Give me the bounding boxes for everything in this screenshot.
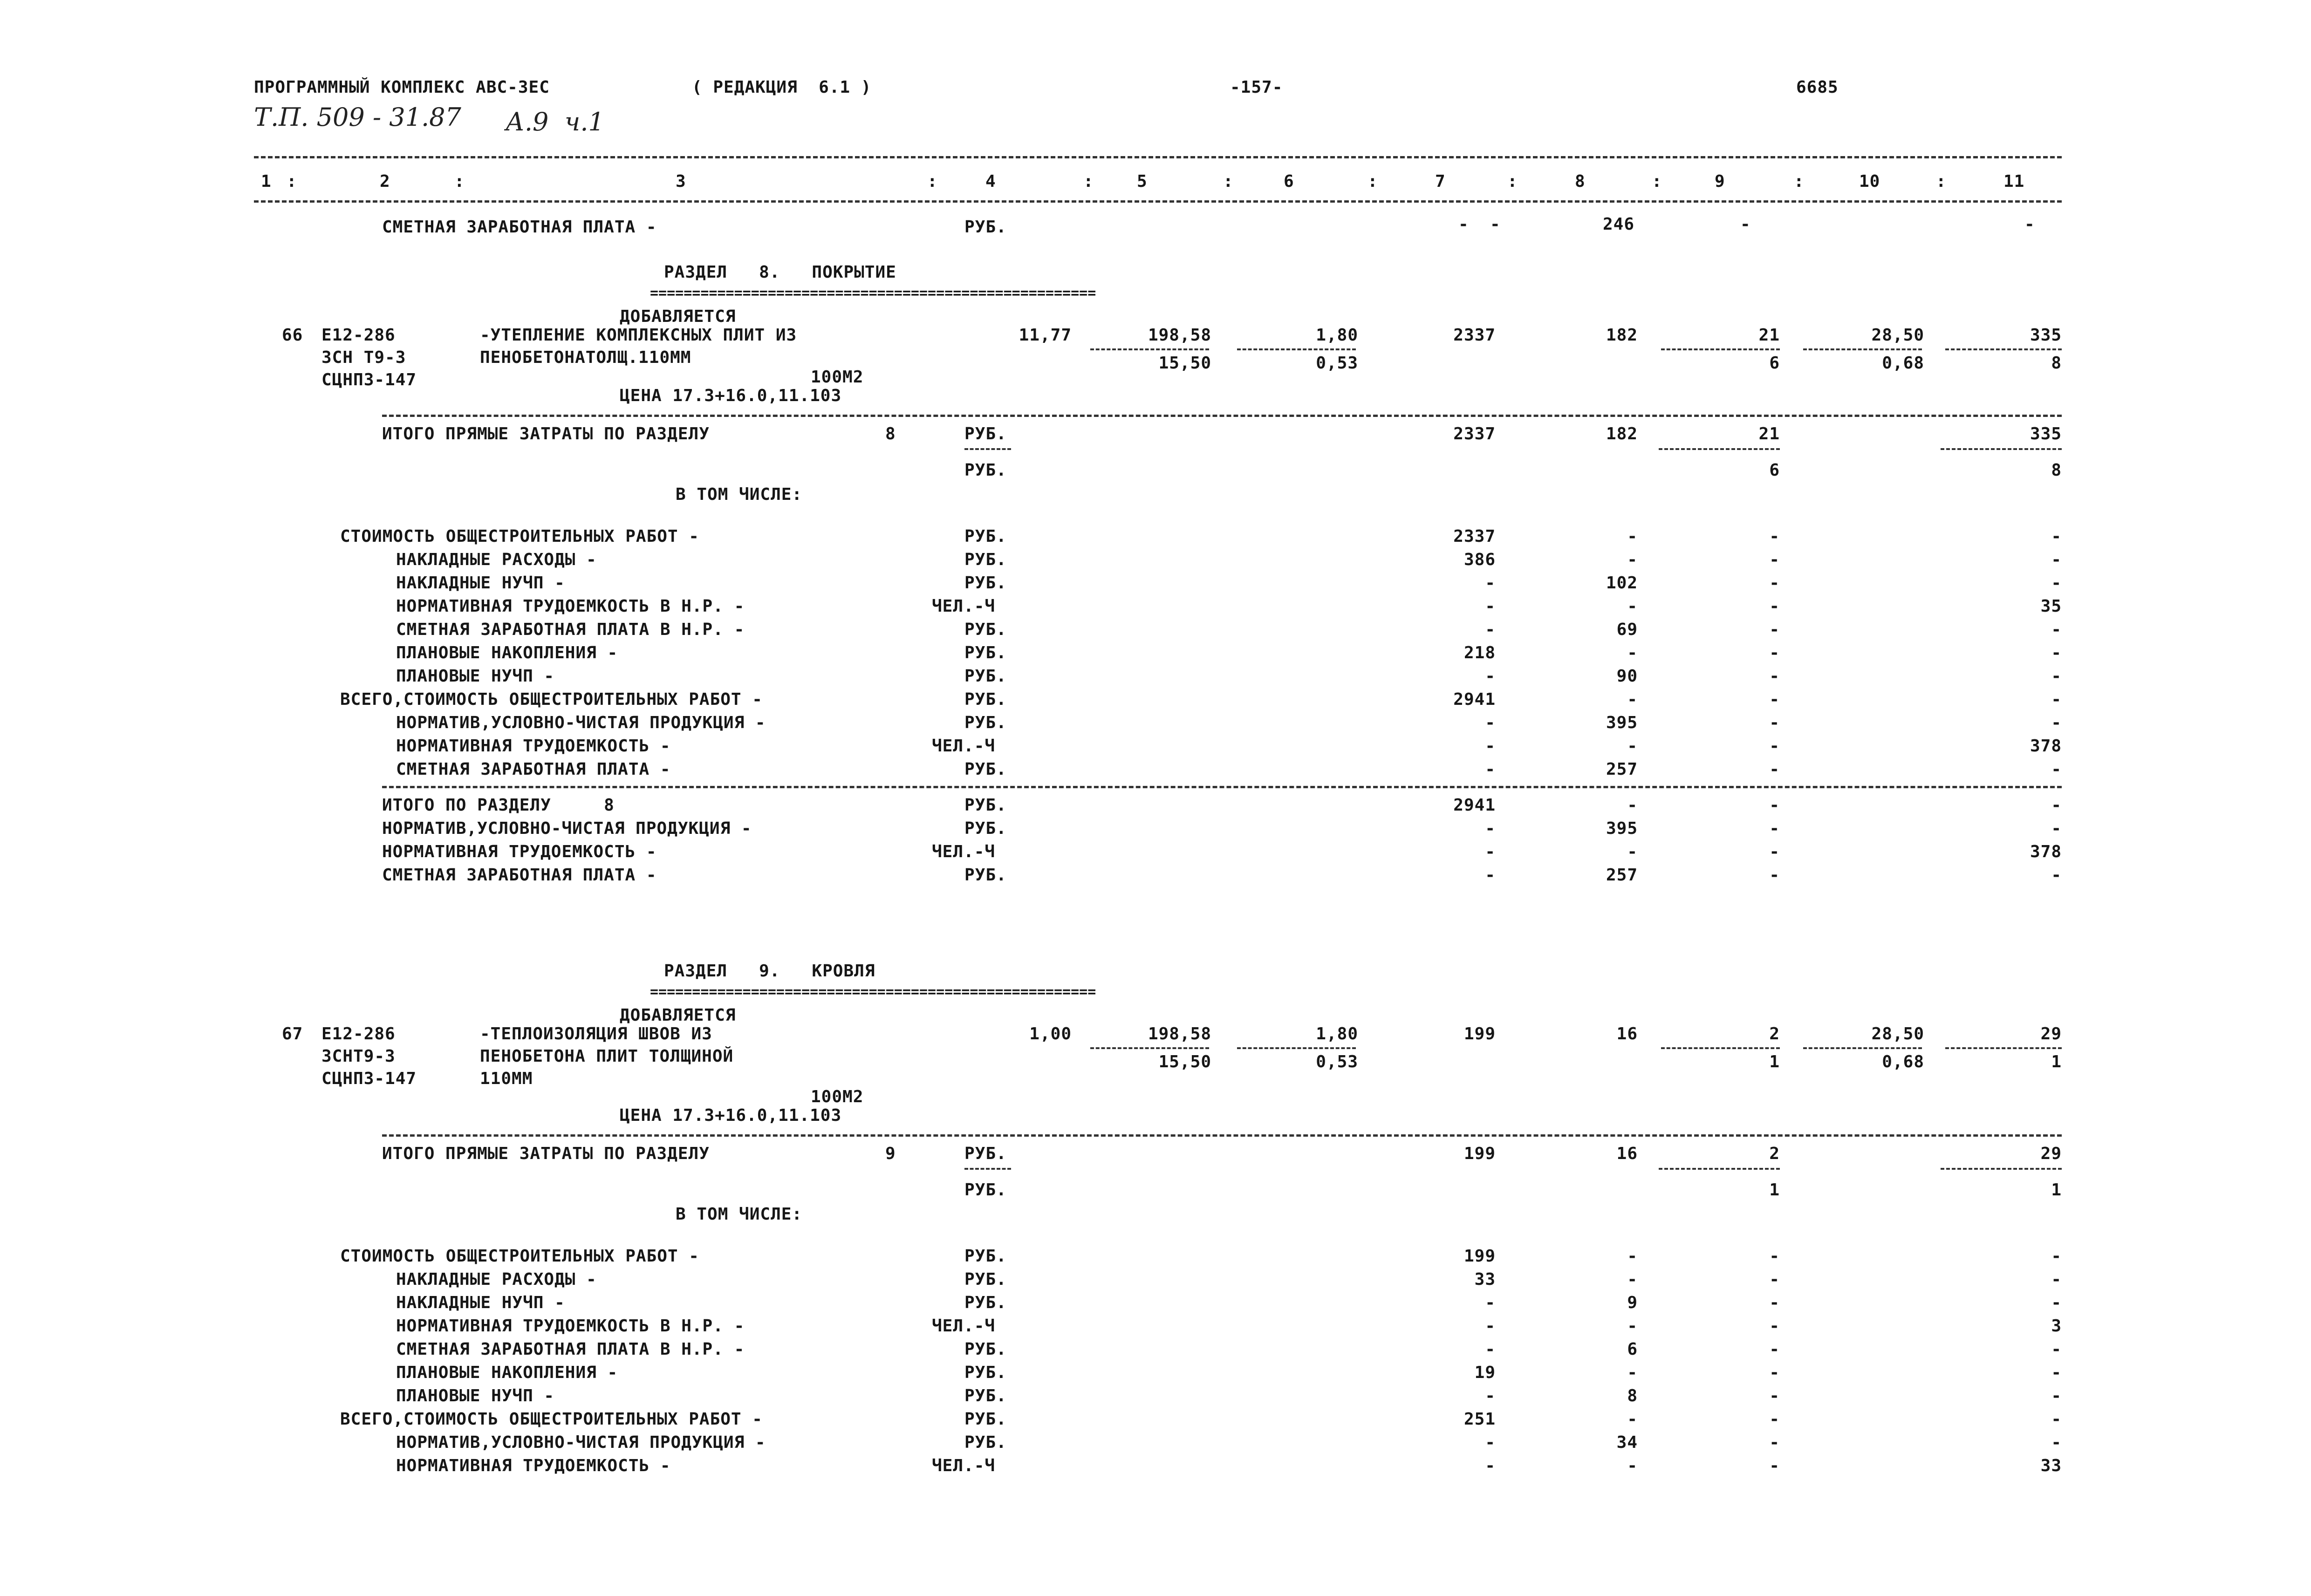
item-c7: 2337 xyxy=(1453,326,1496,345)
breakdown-row-c11: - xyxy=(2051,1410,2062,1429)
breakdown-row-unit: РУБ. xyxy=(964,1410,1007,1429)
direct-costs-unit-2: РУБ. xyxy=(964,461,1007,480)
breakdown-row-unit: РУБ. xyxy=(964,1433,1007,1452)
breakdown-row-label: СТОИМОСТЬ ОБЩЕСТРОИТЕЛЬНЫХ РАБОТ - xyxy=(340,1247,699,1266)
direct-costs-section-number: 8 xyxy=(885,424,896,443)
breakdown-row-unit: ЧЕЛ.-Ч xyxy=(932,1456,996,1475)
item-description: -ТЕПЛОИЗОЛЯЦИЯ ШВОВ ИЗ xyxy=(480,1024,712,1044)
breakdown-row-unit: ЧЕЛ.-Ч xyxy=(932,737,996,756)
section-total-c7: - xyxy=(1485,842,1496,861)
section-total-unit: ЧЕЛ.-Ч xyxy=(932,842,996,861)
item-code: Е12-286 xyxy=(321,326,396,345)
breakdown-row-c11: - xyxy=(2051,550,2062,569)
breakdown-row-unit: РУБ. xyxy=(964,760,1007,779)
section-total-c7: - xyxy=(1485,866,1496,885)
section-total-c8: 395 xyxy=(1606,819,1638,838)
column-header-1: 1 xyxy=(261,172,272,191)
direct-c7: 199 xyxy=(1463,1144,1496,1163)
breakdown-row-c7: - xyxy=(1485,1316,1496,1336)
breakdown-row-c11: 378 xyxy=(2030,737,2062,756)
breakdown-row-unit: ЧЕЛ.-Ч xyxy=(932,597,996,616)
rule xyxy=(382,1134,2062,1137)
breakdown-row-c9: - xyxy=(1769,527,1780,546)
breakdown-row-c9: - xyxy=(1769,1386,1780,1405)
breakdown-row-c7: 251 xyxy=(1463,1410,1496,1429)
handwritten-project: Т.П. 509 - 31.87 xyxy=(254,102,461,132)
section-total-c8: - xyxy=(1627,796,1638,815)
item-c6-sub: 0,53 xyxy=(1316,354,1358,373)
item-code: СЦНПЗ-147 xyxy=(321,370,417,389)
rule xyxy=(254,200,2062,203)
column-header-6: 6 xyxy=(1284,172,1294,191)
breakdown-row-c7: - xyxy=(1485,760,1496,779)
added-label: ДОБАВЛЯЕТСЯ xyxy=(620,1006,736,1025)
breakdown-row-unit: РУБ. xyxy=(964,550,1007,569)
direct-costs-section-number: 9 xyxy=(885,1144,896,1163)
breakdown-row-c11: 35 xyxy=(2040,597,2062,616)
item-description: -УТЕПЛЕНИЕ КОМПЛЕКСНЫХ ПЛИТ ИЗ xyxy=(480,326,797,345)
breakdown-row-label: ПЛАНОВЫЕ НУЧП - xyxy=(396,1386,555,1405)
column-header-3: 3 xyxy=(676,172,686,191)
breakdown-row-c11: - xyxy=(2051,1270,2062,1289)
column-header-2: 2 xyxy=(380,172,390,191)
breakdown-row-label: НАКЛАДНЫЕ НУЧП - xyxy=(396,1293,565,1312)
item-c11: 29 xyxy=(2040,1024,2062,1044)
breakdown-row-c8: - xyxy=(1627,690,1638,709)
sub-separator xyxy=(1803,348,1922,350)
direct-costs-unit: РУБ. xyxy=(964,1144,1007,1163)
item-c4: 1,00 xyxy=(1029,1024,1072,1044)
sub-separator xyxy=(1237,348,1356,350)
direct-c11: 335 xyxy=(2030,424,2062,443)
breakdown-row-c11: - xyxy=(2051,573,2062,593)
direct-c11: 29 xyxy=(2040,1144,2062,1163)
breakdown-row-label: ВСЕГО,СТОИМОСТЬ ОБЩЕСТРОИТЕЛЬНЫХ РАБОТ - xyxy=(340,1410,763,1429)
breakdown-row-c8: 102 xyxy=(1606,573,1638,593)
breakdown-row-c8: - xyxy=(1627,550,1638,569)
direct-c8: 182 xyxy=(1606,424,1638,443)
breakdown-row-c9: - xyxy=(1769,597,1780,616)
section-total-c11: - xyxy=(2051,796,2062,815)
breakdown-row-c7: - xyxy=(1485,597,1496,616)
top-row-c9: - xyxy=(1740,215,1751,234)
item-unit: 100М2 xyxy=(811,1087,864,1106)
breakdown-row-c7: 19 xyxy=(1474,1363,1496,1382)
column-header-7: 7 xyxy=(1435,172,1446,191)
section-total-c11: - xyxy=(2051,866,2062,885)
item-c9: 2 xyxy=(1769,1024,1780,1044)
breakdown-row-unit: РУБ. xyxy=(964,1293,1007,1312)
item-code: Е12-286 xyxy=(321,1024,396,1044)
breakdown-row-c8: - xyxy=(1627,527,1638,546)
sub-separator xyxy=(1945,1047,2062,1049)
breakdown-row-c11: - xyxy=(2051,1363,2062,1382)
item-c7: 199 xyxy=(1463,1024,1496,1044)
breakdown-row-c8: - xyxy=(1627,1270,1638,1289)
breakdown-row-c7: 2337 xyxy=(1453,527,1496,546)
breakdown-row-unit: ЧЕЛ.-Ч xyxy=(932,1316,996,1336)
breakdown-row-c7: - xyxy=(1485,620,1496,639)
breakdown-row-c8: 395 xyxy=(1606,713,1638,732)
column-separator: : xyxy=(1223,172,1234,191)
breakdown-row-label: НАКЛАДНЫЕ НУЧП - xyxy=(396,573,565,593)
column-header-10: 10 xyxy=(1859,172,1880,191)
breakdown-row-label: НОРМАТИВ,УСЛОВНО-ЧИСТАЯ ПРОДУКЦИЯ - xyxy=(396,713,766,732)
item-description: ПЕНОБЕТОНА ПЛИТ ТОЛЩИНОЙ xyxy=(480,1047,734,1066)
section-total-unit: РУБ. xyxy=(964,796,1007,815)
breakdown-row-c8: 257 xyxy=(1606,760,1638,779)
column-separator: : xyxy=(1507,172,1518,191)
breakdown-row-c9: - xyxy=(1769,760,1780,779)
breakdown-row-unit: РУБ. xyxy=(964,620,1007,639)
breakdown-row-c11: - xyxy=(2051,527,2062,546)
breakdown-row-c7: 33 xyxy=(1474,1270,1496,1289)
breakdown-row-c11: - xyxy=(2051,1340,2062,1359)
column-separator: : xyxy=(287,172,297,191)
breakdown-row-c7: 218 xyxy=(1463,643,1496,662)
breakdown-row-c7: - xyxy=(1485,1456,1496,1475)
item-description: ПЕНОБЕТОНАТОЛЩ.110ММ xyxy=(480,348,691,367)
breakdown-row-c11: - xyxy=(2051,690,2062,709)
sub-separator xyxy=(1659,1168,1780,1170)
item-c4: 11,77 xyxy=(1019,326,1072,345)
breakdown-row-c8: 69 xyxy=(1616,620,1638,639)
direct-costs-unit: РУБ. xyxy=(964,424,1007,443)
breakdown-row-unit: РУБ. xyxy=(964,1386,1007,1405)
breakdown-row-c11: 33 xyxy=(2040,1456,2062,1475)
item-c10-sub: 0,68 xyxy=(1882,1052,1924,1071)
item-c6-sub: 0,53 xyxy=(1316,1052,1358,1071)
breakdown-row-label: НОРМАТИВНАЯ ТРУДОЕМКОСТЬ В Н.Р. - xyxy=(396,597,745,616)
section-total-c9: - xyxy=(1769,866,1780,885)
item-c6: 1,80 xyxy=(1316,1024,1358,1044)
breakdown-row-unit: РУБ. xyxy=(964,667,1007,686)
breakdown-row-label: ПЛАНОВЫЕ НУЧП - xyxy=(396,667,555,686)
breakdown-row-c7: 2941 xyxy=(1453,690,1496,709)
breakdown-row-c7: - xyxy=(1485,573,1496,593)
section-total-c8: - xyxy=(1627,842,1638,861)
breakdown-row-label: НАКЛАДНЫЕ РАСХОДЫ - xyxy=(396,1270,597,1289)
top-row-c11: - xyxy=(2024,215,2035,234)
breakdown-row-unit: РУБ. xyxy=(964,1340,1007,1359)
column-header-5: 5 xyxy=(1137,172,1148,191)
section-total-unit: РУБ. xyxy=(964,866,1007,885)
item-code: ЗСН Т9-3 xyxy=(321,348,406,367)
breakdown-row-c11: - xyxy=(2051,1433,2062,1452)
breakdown-row-c7: - xyxy=(1485,1293,1496,1312)
item-description: 110ММ xyxy=(480,1069,533,1088)
item-number: 67 xyxy=(282,1024,303,1044)
section-total-c7: - xyxy=(1485,819,1496,838)
item-price: ЦЕНА 17.3+16.0,11.103 xyxy=(620,1106,842,1125)
breakdown-row-unit: РУБ. xyxy=(964,1363,1007,1382)
item-c10: 28,50 xyxy=(1871,1024,1924,1044)
column-separator: : xyxy=(1367,172,1378,191)
item-c5: 198,58 xyxy=(1148,326,1211,345)
breakdown-row-label: ПЛАНОВЫЕ НАКОПЛЕНИЯ - xyxy=(396,1363,618,1382)
column-header-4: 4 xyxy=(985,172,996,191)
item-c11: 335 xyxy=(2030,326,2062,345)
breakdown-row-label: ВСЕГО,СТОИМОСТЬ ОБЩЕСТРОИТЕЛЬНЫХ РАБОТ - xyxy=(340,690,763,709)
breakdown-row-label: НОРМАТИВ,УСЛОВНО-ЧИСТАЯ ПРОДУКЦИЯ - xyxy=(396,1433,766,1452)
item-c9: 21 xyxy=(1758,326,1780,345)
direct-costs-label: ИТОГО ПРЯМЫЕ ЗАТРАТЫ ПО РАЗДЕЛУ xyxy=(382,1144,710,1163)
sub-separator xyxy=(1941,448,2062,450)
breakdown-row-c11: - xyxy=(2051,643,2062,662)
item-c11-sub: 8 xyxy=(2051,354,2062,373)
breakdown-row-c8: 90 xyxy=(1616,667,1638,686)
top-row-c8: 246 xyxy=(1603,215,1635,234)
rule xyxy=(254,156,2062,158)
item-unit: 100М2 xyxy=(811,368,864,387)
item-c5: 198,58 xyxy=(1148,1024,1211,1044)
breakdown-row-c8: - xyxy=(1627,643,1638,662)
item-c8: 182 xyxy=(1606,326,1638,345)
breakdown-row-c7: - xyxy=(1485,1433,1496,1452)
breakdown-row-c11: 3 xyxy=(2051,1316,2062,1336)
section-total-unit: РУБ. xyxy=(964,819,1007,838)
breakdown-row-c9: - xyxy=(1769,667,1780,686)
section-total-label: ИТОГО ПО РАЗДЕЛУ 8 xyxy=(382,796,615,815)
breakdown-row-c9: - xyxy=(1769,620,1780,639)
breakdown-row-c9: - xyxy=(1769,690,1780,709)
direct-c8: 16 xyxy=(1616,1144,1638,1163)
breakdown-row-c8: - xyxy=(1627,1410,1638,1429)
section-total-label: НОРМАТИВНАЯ ТРУДОЕМКОСТЬ - xyxy=(382,842,657,861)
rule xyxy=(382,415,2062,417)
breakdown-row-c8: - xyxy=(1627,737,1638,756)
item-c6: 1,80 xyxy=(1316,326,1358,345)
section-total-c9: - xyxy=(1769,842,1780,861)
document-code: 6685 xyxy=(1796,78,1839,97)
breakdown-row-c11: - xyxy=(2051,760,2062,779)
section-underline: ===================================================== xyxy=(650,985,1096,999)
top-row-label: СМЕТНАЯ ЗАРАБОТНАЯ ПЛАТА - xyxy=(382,218,657,237)
column-separator: : xyxy=(454,172,465,191)
section-total-c9: - xyxy=(1769,819,1780,838)
section-total-c11: - xyxy=(2051,819,2062,838)
breakdown-row-c9: - xyxy=(1769,1293,1780,1312)
breakdown-row-unit: РУБ. xyxy=(964,1247,1007,1266)
breakdown-row-c7: - xyxy=(1485,1340,1496,1359)
breakdown-row-c8: 9 xyxy=(1627,1293,1638,1312)
breakdown-row-unit: РУБ. xyxy=(964,573,1007,593)
breakdown-row-c7: 386 xyxy=(1463,550,1496,569)
item-code: ЗСНТ9-3 xyxy=(321,1047,396,1066)
added-label: ДОБАВЛЯЕТСЯ xyxy=(620,307,736,326)
direct-costs-label: ИТОГО ПРЯМЫЕ ЗАТРАТЫ ПО РАЗДЕЛУ xyxy=(382,424,710,443)
item-c8: 16 xyxy=(1616,1024,1638,1044)
breakdown-row-c9: - xyxy=(1769,573,1780,593)
breakdown-row-c9: - xyxy=(1769,643,1780,662)
breakdown-row-label: СМЕТНАЯ ЗАРАБОТНАЯ ПЛАТА В Н.Р. - xyxy=(396,1340,745,1359)
item-c10-sub: 0,68 xyxy=(1882,354,1924,373)
breakdown-row-label: СМЕТНАЯ ЗАРАБОТНАЯ ПЛАТА В Н.Р. - xyxy=(396,620,745,639)
breakdown-row-unit: РУБ. xyxy=(964,643,1007,662)
column-separator: : xyxy=(1794,172,1805,191)
top-row-unit: РУБ. xyxy=(964,218,1007,237)
breakdown-row-label: НОРМАТИВНАЯ ТРУДОЕМКОСТЬ - xyxy=(396,1456,671,1475)
breakdown-row-c8: - xyxy=(1627,1316,1638,1336)
item-price: ЦЕНА 17.3+16.0,11.103 xyxy=(620,386,842,405)
breakdown-row-c8: - xyxy=(1627,1456,1638,1475)
breakdown-row-c11: - xyxy=(2051,620,2062,639)
breakdown-row-c9: - xyxy=(1769,1456,1780,1475)
section-total-c8: 257 xyxy=(1606,866,1638,885)
direct-c9: 2 xyxy=(1769,1144,1780,1163)
direct-c11-sub: 1 xyxy=(2051,1180,2062,1200)
sub-separator xyxy=(1090,348,1209,350)
breakdown-row-c9: - xyxy=(1769,1363,1780,1382)
breakdown-row-c7: - xyxy=(1485,667,1496,686)
breakdown-row-c11: - xyxy=(2051,713,2062,732)
sub-separator xyxy=(1945,348,2062,350)
breakdown-row-unit: РУБ. xyxy=(964,527,1007,546)
breakdown-row-c9: - xyxy=(1769,713,1780,732)
breakdown-row-label: СТОИМОСТЬ ОБЩЕСТРОИТЕЛЬНЫХ РАБОТ - xyxy=(340,527,699,546)
breakdown-row-c8: - xyxy=(1627,597,1638,616)
section-underline: ===================================================== xyxy=(650,286,1096,300)
column-separator: : xyxy=(1652,172,1662,191)
section-total-c7: 2941 xyxy=(1453,796,1496,815)
item-c5-sub: 15,50 xyxy=(1158,354,1211,373)
rule xyxy=(382,786,2062,788)
breakdown-row-c9: - xyxy=(1769,1340,1780,1359)
breakdown-row-c7: 199 xyxy=(1463,1247,1496,1266)
breakdown-row-c11: - xyxy=(2051,1386,2062,1405)
page-number: -157- xyxy=(1230,78,1283,97)
program-name: ПРОГРАММНЫЙ КОМПЛЕКС АВС-ЗЕС xyxy=(254,78,550,97)
sub-separator xyxy=(1803,1047,1922,1049)
direct-c9: 21 xyxy=(1758,424,1780,443)
sub-separator xyxy=(1090,1047,1209,1049)
edition: ( РЕДАКЦИЯ 6.1 ) xyxy=(692,78,872,97)
sub-separator xyxy=(1941,1168,2062,1170)
breakdown-row-c7: - xyxy=(1485,737,1496,756)
section-total-label: СМЕТНАЯ ЗАРАБОТНАЯ ПЛАТА - xyxy=(382,866,657,885)
item-number: 66 xyxy=(282,326,303,345)
section-title: РАЗДЕЛ 9. КРОВЛЯ xyxy=(664,962,875,981)
breakdown-row-c11: - xyxy=(2051,1247,2062,1266)
breakdown-row-label: НАКЛАДНЫЕ РАСХОДЫ - xyxy=(396,550,597,569)
column-separator: : xyxy=(927,172,938,191)
item-code: СЦНПЗ-147 xyxy=(321,1069,417,1088)
breakdown-row-unit: РУБ. xyxy=(964,1270,1007,1289)
including-label: В ТОМ ЧИСЛЕ: xyxy=(676,1205,803,1224)
item-c5-sub: 15,50 xyxy=(1158,1052,1211,1071)
breakdown-row-c8: 6 xyxy=(1627,1340,1638,1359)
sub-separator xyxy=(964,448,1011,450)
section-total-c9: - xyxy=(1769,796,1780,815)
direct-costs-unit-2: РУБ. xyxy=(964,1180,1007,1200)
breakdown-row-c9: - xyxy=(1769,737,1780,756)
including-label: В ТОМ ЧИСЛЕ: xyxy=(676,485,803,504)
direct-c11-sub: 8 xyxy=(2051,461,2062,480)
breakdown-row-c7: - xyxy=(1485,713,1496,732)
breakdown-row-c9: - xyxy=(1769,1316,1780,1336)
column-separator: : xyxy=(1936,172,1947,191)
breakdown-row-c9: - xyxy=(1769,1410,1780,1429)
section-total-c11: 378 xyxy=(2030,842,2062,861)
breakdown-row-unit: РУБ. xyxy=(964,690,1007,709)
breakdown-row-label: ПЛАНОВЫЕ НАКОПЛЕНИЯ - xyxy=(396,643,618,662)
breakdown-row-c9: - xyxy=(1769,1270,1780,1289)
breakdown-row-label: НОРМАТИВНАЯ ТРУДОЕМКОСТЬ - xyxy=(396,737,671,756)
breakdown-row-c11: - xyxy=(2051,667,2062,686)
sub-separator xyxy=(1661,1047,1780,1049)
breakdown-row-c9: - xyxy=(1769,550,1780,569)
top-row-c7: - - xyxy=(1458,215,1501,234)
column-header-9: 9 xyxy=(1715,172,1725,191)
section-total-label: НОРМАТИВ,УСЛОВНО-ЧИСТАЯ ПРОДУКЦИЯ - xyxy=(382,819,752,838)
direct-c7: 2337 xyxy=(1453,424,1496,443)
breakdown-row-c8: 34 xyxy=(1616,1433,1638,1452)
sub-separator xyxy=(1659,448,1780,450)
column-separator: : xyxy=(1083,172,1094,191)
direct-c9-sub: 6 xyxy=(1769,461,1780,480)
breakdown-row-c11: - xyxy=(2051,1293,2062,1312)
item-c11-sub: 1 xyxy=(2051,1052,2062,1071)
sub-separator xyxy=(964,1168,1011,1170)
column-header-11: 11 xyxy=(2003,172,2025,191)
handwritten-album: А.9 ч.1 xyxy=(506,107,604,136)
breakdown-row-label: СМЕТНАЯ ЗАРАБОТНАЯ ПЛАТА - xyxy=(396,760,671,779)
item-c9-sub: 6 xyxy=(1769,354,1780,373)
direct-c9-sub: 1 xyxy=(1769,1180,1780,1200)
breakdown-row-unit: РУБ. xyxy=(964,713,1007,732)
item-c9-sub: 1 xyxy=(1769,1052,1780,1071)
breakdown-row-c8: - xyxy=(1627,1247,1638,1266)
breakdown-row-c8: 8 xyxy=(1627,1386,1638,1405)
column-header-8: 8 xyxy=(1575,172,1586,191)
section-title: РАЗДЕЛ 8. ПОКРЫТИЕ xyxy=(664,263,896,282)
breakdown-row-c8: - xyxy=(1627,1363,1638,1382)
breakdown-row-c9: - xyxy=(1769,1247,1780,1266)
breakdown-row-c9: - xyxy=(1769,1433,1780,1452)
sub-separator xyxy=(1661,348,1780,350)
item-c10: 28,50 xyxy=(1871,326,1924,345)
breakdown-row-label: НОРМАТИВНАЯ ТРУДОЕМКОСТЬ В Н.Р. - xyxy=(396,1316,745,1336)
sub-separator xyxy=(1237,1047,1356,1049)
breakdown-row-c7: - xyxy=(1485,1386,1496,1405)
